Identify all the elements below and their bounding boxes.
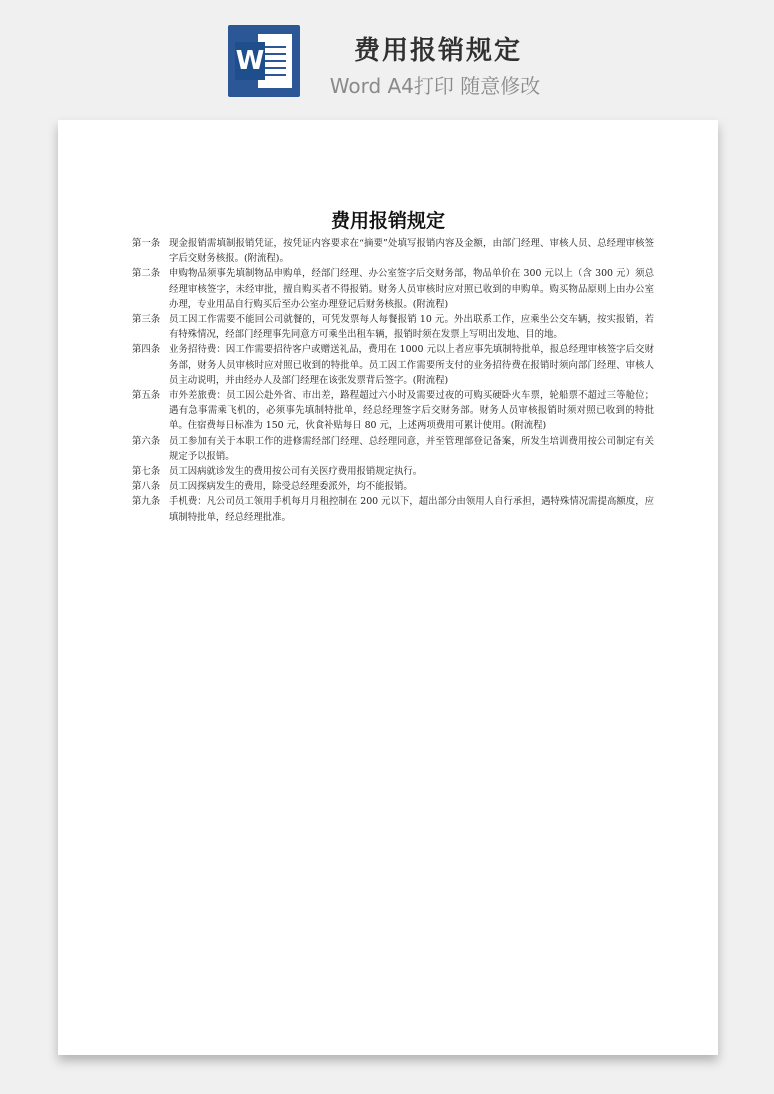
- article-text: 现金报销需填制报销凭证，按凭证内容要求在“摘要”处填写报销内容及金额，由部门经理、审核人员、总经理审核签字后交财务核报。(附流程)。: [169, 238, 654, 265]
- article-5: [132, 388, 654, 434]
- article-list: [132, 236, 654, 525]
- article-text: 申购物品须事先填制物品申购单，经部门经理、办公室签字后交财务部，物品单价在 300 元以上（含 300 元）须总经理审核签字，未经审批，擅自购买者不得报销。财务人员审核时应对照已收到的申购单。购买物品原则上由办公室办理，专业用品自行购买后至办公室办理登记后财务核报。(附流程): [169, 268, 654, 310]
- article-number: 第三条: [132, 314, 161, 326]
- article-text: 员工因工作需要不能回公司就餐的，可凭发票每人每餐报销 10 元。外出联系工作，应乘坐公交车辆，按实报销，若有特殊情况，经部门经理事先同意方可乘坐出租车辆，报销时须在发票上写明出发地、目的地。: [169, 314, 654, 341]
- header-banner: [0, 0, 774, 110]
- article-number: 第四条: [132, 344, 161, 356]
- article-7: [132, 464, 654, 479]
- article-number: 第一条: [132, 238, 161, 249]
- article-text: 员工因探病发生的费用，除受总经理委派外，均不能报销。: [169, 481, 413, 493]
- article-text: 市外差旅费：员工因公赴外省、市出差，路程超过六小时及需要过夜的可购买硬卧火车票，轮船票不超过三等舱位；遇有急事需乘飞机的，必须事先填制特批单，经总经理签字后交财务部。财务人员审核报销时须对照已收到的特批单。住宿费每日标准为 150 元，伙食补贴每日 80 元，上述两项费用可累计使用。(附流程): [169, 390, 654, 432]
- article-1: [132, 236, 654, 266]
- document-title: 费用报销规定: [330, 210, 445, 232]
- article-9: [132, 494, 654, 524]
- article-number: 第六条: [132, 435, 161, 447]
- article-number: 第五条: [132, 390, 161, 402]
- header-title: 费用报销规定: [353, 36, 522, 66]
- article-number: 第九条: [132, 496, 161, 508]
- header-subtitle: Word A4打印 随意修改: [329, 74, 541, 98]
- document-page: [58, 120, 718, 1055]
- article-8: [132, 479, 654, 494]
- word-icon: [228, 25, 300, 97]
- article-6: [132, 434, 654, 464]
- article-2: [132, 266, 654, 312]
- article-4: [132, 342, 654, 388]
- word-letter: W: [235, 42, 265, 80]
- article-number: 第七条: [132, 466, 161, 478]
- article-text: 业务招待费：因工作需要招待客户或赠送礼品，费用在 1000 元以上者应事先填制特批单，报总经理审核签字后交财务部，财务人员审核时应对照已收到的特批单。员工因工作需要所支付的业务招待费在报销时须向部门经理、审核人员主动说明，并由经办人及部门经理在该张发票背后签字。(附流程): [169, 344, 654, 386]
- article-text: 手机费：凡公司员工领用手机每月月租控制在 200 元以下，超出部分由领用人自行承担，遇特殊情况需提高额度，应填制特批单，经总经理批准。: [169, 496, 654, 523]
- article-text: 员工参加有关于本职工作的进修需经部门经理、总经理同意，并至管理部登记备案，所发生培训费用按公司制定有关规定予以报销。: [169, 435, 654, 462]
- article-text: 员工因病就诊发生的费用按公司有关医疗费用报销规定执行。: [169, 466, 423, 478]
- article-number: 第八条: [132, 481, 161, 493]
- article-number: 第二条: [132, 268, 161, 280]
- article-3: [132, 312, 654, 342]
